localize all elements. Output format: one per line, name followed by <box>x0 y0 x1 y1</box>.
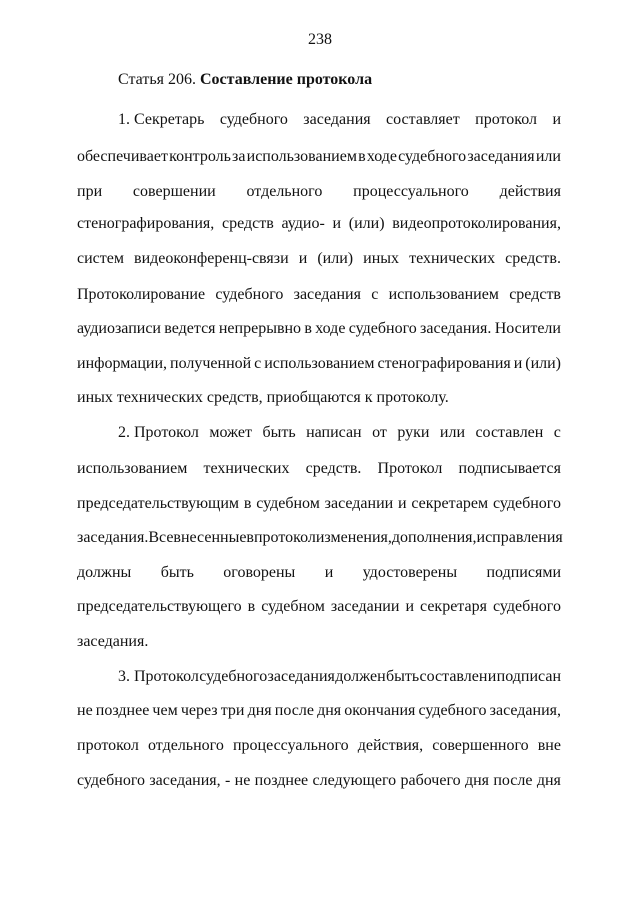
word: отдельного <box>246 183 323 200</box>
word: судебного <box>492 495 561 512</box>
word: не <box>234 772 251 789</box>
word: 2. Протокол <box>118 424 199 441</box>
text-line <box>77 285 561 305</box>
word: составлен <box>475 424 544 441</box>
word: Носители <box>494 320 561 337</box>
word: и <box>298 250 308 267</box>
word: и <box>398 495 407 512</box>
word: ведется <box>164 320 216 337</box>
word: Протокол <box>377 460 443 477</box>
word: исправления <box>476 529 563 546</box>
word: в <box>243 495 252 512</box>
word: заседания <box>293 286 361 303</box>
text-line <box>77 528 561 548</box>
word: написан <box>306 424 362 441</box>
word: руки <box>397 424 430 441</box>
word: председательствующим <box>77 495 240 512</box>
word: видеопротоколирования, <box>392 215 561 232</box>
word: (или) <box>348 215 385 232</box>
text-line <box>118 423 561 443</box>
text-line <box>77 249 561 269</box>
word: быть <box>386 668 420 685</box>
word: с <box>254 355 262 372</box>
word: аудиозаписи <box>77 320 161 337</box>
word: и <box>513 355 523 372</box>
word: изменения, <box>315 529 392 546</box>
word: и <box>332 215 342 232</box>
word: через <box>180 702 218 719</box>
article-label: Статья 206. <box>118 71 196 88</box>
word: быть <box>160 564 194 581</box>
word: вне <box>537 737 561 754</box>
word: или <box>439 424 465 441</box>
word: (или) <box>525 355 561 372</box>
word: заседания. <box>77 529 149 546</box>
word: контроль <box>169 148 231 165</box>
word: судебного <box>492 598 561 615</box>
word: быть <box>262 424 296 441</box>
word: и <box>552 111 561 128</box>
word: за <box>232 148 246 165</box>
word: Все <box>148 529 174 546</box>
word: позднее <box>95 702 150 719</box>
word: 3. Протокол <box>118 668 199 685</box>
word: судебном <box>261 598 325 615</box>
text-line <box>77 701 561 721</box>
text-line <box>77 459 561 479</box>
word: судебного <box>398 148 467 165</box>
word: должны <box>77 564 132 581</box>
word: позднее <box>254 772 309 789</box>
text-line <box>77 214 561 234</box>
word: совершенного <box>432 737 529 754</box>
word: видеоконференц-связи <box>134 250 289 267</box>
article-title: Составление протокола <box>199 71 373 88</box>
word: в <box>247 598 256 615</box>
text-line: иных технических средств, приобщаются к протоколу. <box>77 389 449 406</box>
page-number: 238 <box>308 31 332 48</box>
word: и <box>487 668 497 685</box>
word: и <box>405 598 415 615</box>
word: дня <box>464 772 489 789</box>
word: совершении <box>132 183 216 200</box>
word: судебном <box>256 495 320 512</box>
word: протокол <box>475 111 538 128</box>
word: окончания <box>344 702 416 719</box>
word: (или) <box>317 250 354 267</box>
word: секретарем <box>411 495 489 512</box>
word: технических <box>203 460 290 477</box>
word: процессуального <box>232 737 349 754</box>
word: от <box>372 424 387 441</box>
word: средств. <box>505 250 561 267</box>
word: полученной <box>170 355 252 372</box>
word: при <box>77 183 103 200</box>
word: средств <box>221 215 274 232</box>
text-line: заседания. <box>77 633 149 650</box>
word: три <box>220 702 245 719</box>
word: дня <box>317 702 342 719</box>
word: стенографирования, <box>77 215 215 232</box>
word: протокол <box>253 529 316 546</box>
word: или <box>535 148 561 165</box>
word: следующего <box>312 772 397 789</box>
word: процессуального <box>353 183 469 200</box>
word: подписями <box>486 564 561 581</box>
text-line <box>77 182 561 202</box>
word: отдельного <box>148 737 224 754</box>
word: оговорены <box>223 564 296 581</box>
word: средств. <box>305 460 362 477</box>
word: 1. Секретарь <box>118 111 205 128</box>
text-line <box>77 319 561 339</box>
word: подписан <box>496 668 561 685</box>
word: и <box>324 564 334 581</box>
word: заседания, <box>149 772 221 789</box>
word: в <box>358 148 366 165</box>
text-line <box>118 667 561 687</box>
word: заседания <box>303 111 371 128</box>
word: председательствующего <box>77 598 242 615</box>
word: должен <box>335 668 386 685</box>
word: дополнения, <box>391 529 477 546</box>
word: заседания. <box>420 320 492 337</box>
word: иных <box>363 250 400 267</box>
word: в <box>246 529 254 546</box>
word: составляет <box>386 111 460 128</box>
word: чем <box>152 702 178 719</box>
word: подписывается <box>458 460 561 477</box>
text-line <box>77 354 561 374</box>
word: после <box>274 702 314 719</box>
word: заседания <box>467 148 535 165</box>
word: удостоверены <box>362 564 458 581</box>
word: - <box>225 772 231 789</box>
word: судебного <box>77 772 145 789</box>
word: средств <box>509 286 561 303</box>
word: с <box>553 424 561 441</box>
word: заседании <box>324 495 394 512</box>
word: рабочего <box>400 772 461 789</box>
word: заседания <box>267 668 335 685</box>
text-line <box>77 771 561 791</box>
text-line <box>77 736 561 756</box>
word: дня <box>536 772 561 789</box>
text-line <box>77 147 561 167</box>
text-line <box>77 494 561 514</box>
word: в <box>304 320 312 337</box>
word: судебного <box>199 668 268 685</box>
word: дня <box>247 702 272 719</box>
word: с <box>371 286 379 303</box>
text-line <box>118 110 561 130</box>
word: действия, <box>357 737 424 754</box>
word: судебного <box>418 702 487 719</box>
word: заседании <box>330 598 400 615</box>
word: судебного <box>219 111 288 128</box>
word: ходе <box>366 148 397 165</box>
word: аудио- <box>281 215 325 232</box>
word: действия <box>499 183 561 200</box>
word: использованием <box>264 355 375 372</box>
text-line <box>77 563 561 583</box>
word: информации, <box>77 355 168 372</box>
word: стенографирования <box>377 355 511 372</box>
word: не <box>77 702 93 719</box>
word: протокол <box>77 737 139 754</box>
word: может <box>209 424 252 441</box>
word: Протоколирование <box>77 286 206 303</box>
word: обеспечивает <box>77 148 168 165</box>
word: после <box>493 772 533 789</box>
word: секретаря <box>420 598 487 615</box>
word: судебного <box>215 286 284 303</box>
word: систем <box>77 250 124 267</box>
word: использованием <box>77 460 188 477</box>
word: составлен <box>419 668 488 685</box>
text-line <box>77 597 561 617</box>
word: технических <box>409 250 496 267</box>
word: непрерывно <box>218 320 302 337</box>
word: судебного <box>348 320 417 337</box>
word: использованием <box>388 286 499 303</box>
word: заседания, <box>489 702 561 719</box>
word: ходе <box>315 320 346 337</box>
word: внесенные <box>173 529 247 546</box>
article-heading <box>118 70 372 90</box>
word: использованием <box>246 148 357 165</box>
